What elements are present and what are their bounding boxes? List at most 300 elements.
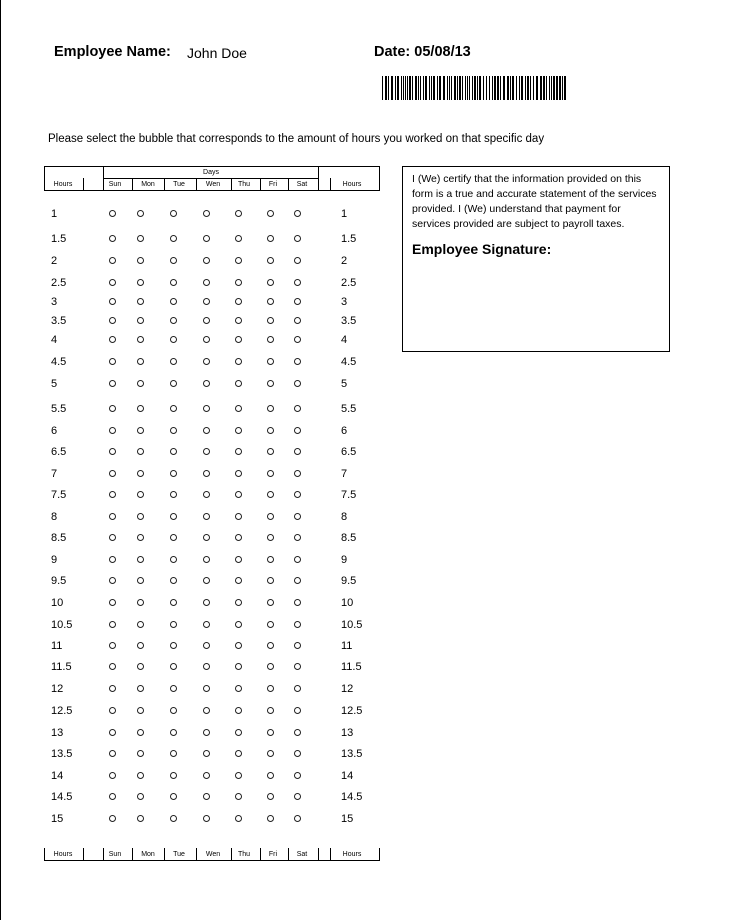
hours-label-left: 1 <box>51 208 58 220</box>
bubble-tue[interactable] <box>170 336 177 343</box>
hours-label-left: 13 <box>51 727 64 739</box>
bubble-thu[interactable] <box>235 815 242 822</box>
hours-label-left: 14.5 <box>51 791 73 803</box>
bubble-mon[interactable] <box>137 556 144 563</box>
bubble-tue[interactable] <box>170 513 177 520</box>
header-bottom-col-hours: Hours <box>53 851 73 858</box>
table-row <box>0 618 400 632</box>
bubble-mon[interactable] <box>137 750 144 757</box>
bubble-sun[interactable] <box>109 621 116 628</box>
bubble-sat[interactable] <box>294 279 301 286</box>
hours-label-right: 15 <box>341 813 354 825</box>
bubble-mon[interactable] <box>137 642 144 649</box>
bubble-thu[interactable] <box>235 427 242 434</box>
bubble-thu[interactable] <box>235 317 242 324</box>
bubble-thu[interactable] <box>235 750 242 757</box>
table-row <box>0 207 400 221</box>
header-top-bottom-rule <box>44 190 380 191</box>
bubble-sun[interactable] <box>109 577 116 584</box>
hours-label-right: 12 <box>341 683 354 695</box>
bubble-wen[interactable] <box>203 642 210 649</box>
bubble-fri[interactable] <box>267 298 274 305</box>
bubble-fri[interactable] <box>267 257 274 264</box>
bubble-tue[interactable] <box>170 405 177 412</box>
bubble-mon[interactable] <box>137 599 144 606</box>
bubble-sun[interactable] <box>109 599 116 606</box>
bubble-fri[interactable] <box>267 336 274 343</box>
hours-label-right: 14 <box>341 770 354 782</box>
bubble-sat[interactable] <box>294 815 301 822</box>
bubble-wen[interactable] <box>203 491 210 498</box>
bubble-tue[interactable] <box>170 707 177 714</box>
bubble-fri[interactable] <box>267 707 274 714</box>
bubble-tue[interactable] <box>170 448 177 455</box>
hours-label-right: 13 <box>341 727 354 739</box>
bubble-mon[interactable] <box>137 470 144 477</box>
days-group-label: Days <box>203 169 219 176</box>
hours-label-right: 10.5 <box>341 619 363 631</box>
instructions-text: Please select the bubble that corresponds to the amount of hours you worked on that specific day <box>48 133 545 145</box>
bubble-wen[interactable] <box>203 772 210 779</box>
header-bottom-col-hours: Hours <box>342 851 362 858</box>
bubble-fri[interactable] <box>267 470 274 477</box>
bubble-sun[interactable] <box>109 448 116 455</box>
hours-label-right: 5.5 <box>341 403 357 415</box>
hours-label-right: 1 <box>341 208 348 220</box>
table-row <box>0 574 400 588</box>
bubble-tue[interactable] <box>170 577 177 584</box>
bubble-wen[interactable] <box>203 513 210 520</box>
bubble-mon[interactable] <box>137 257 144 264</box>
bubble-mon[interactable] <box>137 534 144 541</box>
hours-label-right: 2 <box>341 255 348 267</box>
bubble-sun[interactable] <box>109 556 116 563</box>
bubble-tue[interactable] <box>170 298 177 305</box>
bubble-mon[interactable] <box>137 815 144 822</box>
header-top-col-sat: Sat <box>296 181 308 188</box>
hours-label-left: 12 <box>51 683 64 695</box>
table-row <box>0 488 400 502</box>
table-row <box>0 355 400 369</box>
bubble-wen[interactable] <box>203 448 210 455</box>
header-top-separator <box>330 178 331 190</box>
header-top-col-wen: Wen <box>205 181 221 188</box>
hours-label-right: 7 <box>341 468 348 480</box>
hours-label-left: 1.5 <box>51 233 67 245</box>
bubble-tue[interactable] <box>170 210 177 217</box>
hours-label-left: 2.5 <box>51 277 67 289</box>
bubble-wen[interactable] <box>203 815 210 822</box>
bubble-wen[interactable] <box>203 556 210 563</box>
hours-label-right: 3 <box>341 296 348 308</box>
bubble-sat[interactable] <box>294 793 301 800</box>
bubble-tue[interactable] <box>170 621 177 628</box>
bubble-thu[interactable] <box>235 448 242 455</box>
bubble-sat[interactable] <box>294 470 301 477</box>
bubble-fri[interactable] <box>267 491 274 498</box>
hours-label-right: 4.5 <box>341 356 357 368</box>
bubble-fri[interactable] <box>267 793 274 800</box>
days-group-rule <box>103 178 319 179</box>
bubble-mon[interactable] <box>137 405 144 412</box>
bubble-fri[interactable] <box>267 317 274 324</box>
header-bottom-col-sun: Sun <box>108 851 122 858</box>
bubble-thu[interactable] <box>235 513 242 520</box>
header-top-rule <box>44 166 380 167</box>
hours-label-right: 7.5 <box>341 489 357 501</box>
bubble-sat[interactable] <box>294 599 301 606</box>
bubble-thu[interactable] <box>235 621 242 628</box>
bubble-sun[interactable] <box>109 336 116 343</box>
bubble-wen[interactable] <box>203 470 210 477</box>
hours-label-left: 14 <box>51 770 64 782</box>
header-top-col-sun: Sun <box>108 181 122 188</box>
bubble-mon[interactable] <box>137 427 144 434</box>
bubble-sat[interactable] <box>294 729 301 736</box>
table-row <box>0 402 400 416</box>
bubble-thu[interactable] <box>235 685 242 692</box>
hours-label-right: 8.5 <box>341 532 357 544</box>
bubble-sat[interactable] <box>294 772 301 779</box>
bubble-tue[interactable] <box>170 380 177 387</box>
hours-label-right: 14.5 <box>341 791 363 803</box>
bubble-sat[interactable] <box>294 298 301 305</box>
bubble-sun[interactable] <box>109 685 116 692</box>
header-top-col-tue: Tue <box>173 181 185 188</box>
hours-label-right: 10 <box>341 597 354 609</box>
bubble-mon[interactable] <box>137 707 144 714</box>
bubble-sat[interactable] <box>294 707 301 714</box>
bubble-thu[interactable] <box>235 235 242 242</box>
table-row <box>0 333 400 347</box>
bubble-wen[interactable] <box>203 427 210 434</box>
bubble-fri[interactable] <box>267 210 274 217</box>
bubble-wen[interactable] <box>203 793 210 800</box>
bubble-mon[interactable] <box>137 298 144 305</box>
bubble-wen[interactable] <box>203 380 210 387</box>
bubble-fri[interactable] <box>267 405 274 412</box>
header-bottom-col-thu: Thu <box>237 851 251 858</box>
employee-signature-label: Employee Signature: <box>412 241 552 257</box>
bubble-wen[interactable] <box>203 317 210 324</box>
bubble-sat[interactable] <box>294 685 301 692</box>
bubble-tue[interactable] <box>170 358 177 365</box>
bubble-sat[interactable] <box>294 358 301 365</box>
bubble-thu[interactable] <box>235 298 242 305</box>
hours-label-right: 11 <box>341 640 353 652</box>
bubble-thu[interactable] <box>235 405 242 412</box>
bubble-thu[interactable] <box>235 556 242 563</box>
bubble-sun[interactable] <box>109 298 116 305</box>
bubble-thu[interactable] <box>235 599 242 606</box>
bubble-thu[interactable] <box>235 336 242 343</box>
hours-label-right: 1.5 <box>341 233 357 245</box>
header-top-col-mon: Mon <box>141 181 155 188</box>
bubble-wen[interactable] <box>203 534 210 541</box>
bubble-thu[interactable] <box>235 210 242 217</box>
bubble-wen[interactable] <box>203 257 210 264</box>
bubble-sat[interactable] <box>294 642 301 649</box>
hours-label-left: 5.5 <box>51 403 67 415</box>
bubble-tue[interactable] <box>170 750 177 757</box>
bubble-mon[interactable] <box>137 793 144 800</box>
bubble-sun[interactable] <box>109 317 116 324</box>
bubble-thu[interactable] <box>235 729 242 736</box>
bubble-tue[interactable] <box>170 427 177 434</box>
header-bottom-bottom-rule <box>44 860 380 861</box>
bubble-sun[interactable] <box>109 358 116 365</box>
bubble-sun[interactable] <box>109 279 116 286</box>
bubble-fri[interactable] <box>267 235 274 242</box>
bubble-thu[interactable] <box>235 642 242 649</box>
bubble-fri[interactable] <box>267 358 274 365</box>
header-bottom-separator <box>83 848 84 860</box>
bubble-thu[interactable] <box>235 534 242 541</box>
hours-label-left: 12.5 <box>51 705 73 717</box>
bubble-sun[interactable] <box>109 729 116 736</box>
hours-label-left: 11 <box>51 640 63 652</box>
bubble-tue[interactable] <box>170 793 177 800</box>
bubble-sun[interactable] <box>109 235 116 242</box>
bubble-fri[interactable] <box>267 556 274 563</box>
hours-label-left: 10 <box>51 597 64 609</box>
bubble-sun[interactable] <box>109 491 116 498</box>
bubble-sat[interactable] <box>294 336 301 343</box>
bubble-sat[interactable] <box>294 491 301 498</box>
table-row <box>0 467 400 481</box>
bubble-fri[interactable] <box>267 380 274 387</box>
bubble-wen[interactable] <box>203 405 210 412</box>
bubble-fri[interactable] <box>267 279 274 286</box>
bubble-thu[interactable] <box>235 279 242 286</box>
bubble-wen[interactable] <box>203 279 210 286</box>
bubble-wen[interactable] <box>203 577 210 584</box>
bubble-mon[interactable] <box>137 513 144 520</box>
bubble-fri[interactable] <box>267 815 274 822</box>
header-left-edge <box>44 166 45 178</box>
bubble-fri[interactable] <box>267 750 274 757</box>
bubble-sun[interactable] <box>109 663 116 670</box>
bubble-fri[interactable] <box>267 685 274 692</box>
bubble-sat[interactable] <box>294 448 301 455</box>
table-row <box>0 639 400 653</box>
bubble-sun[interactable] <box>109 772 116 779</box>
hours-label-left: 8 <box>51 511 58 523</box>
hours-label-left: 9.5 <box>51 575 67 587</box>
bubble-fri[interactable] <box>267 599 274 606</box>
bubble-sat[interactable] <box>294 235 301 242</box>
bubble-sat[interactable] <box>294 534 301 541</box>
bubble-mon[interactable] <box>137 317 144 324</box>
bubble-sun[interactable] <box>109 793 116 800</box>
bubble-mon[interactable] <box>137 210 144 217</box>
header-bottom-separator <box>330 848 331 860</box>
bubble-sat[interactable] <box>294 750 301 757</box>
bubble-sun[interactable] <box>109 470 116 477</box>
bubble-sat[interactable] <box>294 663 301 670</box>
header-bottom-col-mon: Mon <box>141 851 155 858</box>
bubble-sun[interactable] <box>109 380 116 387</box>
bubble-sat[interactable] <box>294 257 301 264</box>
bubble-fri[interactable] <box>267 427 274 434</box>
bubble-thu[interactable] <box>235 707 242 714</box>
bubble-sat[interactable] <box>294 513 301 520</box>
hours-label-right: 2.5 <box>341 277 357 289</box>
bubble-mon[interactable] <box>137 380 144 387</box>
bubble-wen[interactable] <box>203 621 210 628</box>
header-bottom-col-sat: Sat <box>296 851 308 858</box>
bubble-mon[interactable] <box>137 448 144 455</box>
table-row <box>0 812 400 826</box>
header-top-col-hours: Hours <box>342 181 362 188</box>
bubble-mon[interactable] <box>137 685 144 692</box>
bubble-sun[interactable] <box>109 257 116 264</box>
hours-label-right: 13.5 <box>341 748 363 760</box>
bubble-thu[interactable] <box>235 577 242 584</box>
bubble-tue[interactable] <box>170 815 177 822</box>
bubble-sun[interactable] <box>109 427 116 434</box>
bubble-wen[interactable] <box>203 750 210 757</box>
bubble-mon[interactable] <box>137 279 144 286</box>
table-row <box>0 510 400 524</box>
bubble-mon[interactable] <box>137 358 144 365</box>
bubble-fri[interactable] <box>267 772 274 779</box>
bubble-tue[interactable] <box>170 470 177 477</box>
hours-label-left: 13.5 <box>51 748 73 760</box>
bubble-sun[interactable] <box>109 750 116 757</box>
bubble-fri[interactable] <box>267 448 274 455</box>
bubble-tue[interactable] <box>170 729 177 736</box>
bubble-mon[interactable] <box>137 577 144 584</box>
bubble-mon[interactable] <box>137 491 144 498</box>
bubble-mon[interactable] <box>137 663 144 670</box>
bubble-thu[interactable] <box>235 358 242 365</box>
bubble-sun[interactable] <box>109 405 116 412</box>
bubble-wen[interactable] <box>203 729 210 736</box>
bubble-mon[interactable] <box>137 621 144 628</box>
bubble-fri[interactable] <box>267 642 274 649</box>
bubble-tue[interactable] <box>170 599 177 606</box>
hours-label-right: 3.5 <box>341 315 357 327</box>
bubble-tue[interactable] <box>170 257 177 264</box>
certification-box <box>402 166 670 352</box>
bubble-tue[interactable] <box>170 685 177 692</box>
bubble-tue[interactable] <box>170 642 177 649</box>
bubble-fri[interactable] <box>267 663 274 670</box>
header-bottom-col-wen: Wen <box>205 851 221 858</box>
header-top-col-fri: Fri <box>268 181 278 188</box>
table-row <box>0 314 400 328</box>
bubble-tue[interactable] <box>170 556 177 563</box>
bubble-fri[interactable] <box>267 577 274 584</box>
bubble-sat[interactable] <box>294 380 301 387</box>
hours-label-right: 6.5 <box>341 446 357 458</box>
table-row <box>0 232 400 246</box>
bubble-mon[interactable] <box>137 336 144 343</box>
employee-name-label: Employee Name: <box>54 44 171 60</box>
bubble-sat[interactable] <box>294 210 301 217</box>
bubble-sat[interactable] <box>294 577 301 584</box>
hours-label-right: 9 <box>341 554 348 566</box>
bubble-thu[interactable] <box>235 772 242 779</box>
bubble-fri[interactable] <box>267 534 274 541</box>
bubble-fri[interactable] <box>267 729 274 736</box>
bubble-wen[interactable] <box>203 298 210 305</box>
table-row <box>0 445 400 459</box>
hours-label-right: 9.5 <box>341 575 357 587</box>
bubble-sat[interactable] <box>294 556 301 563</box>
hours-label-left: 8.5 <box>51 532 67 544</box>
bubble-mon[interactable] <box>137 235 144 242</box>
bubble-wen[interactable] <box>203 210 210 217</box>
bubble-wen[interactable] <box>203 685 210 692</box>
bubble-sun[interactable] <box>109 707 116 714</box>
bubble-tue[interactable] <box>170 491 177 498</box>
bubble-sat[interactable] <box>294 317 301 324</box>
hours-label-left: 7 <box>51 468 58 480</box>
bubble-wen[interactable] <box>203 358 210 365</box>
bubble-mon[interactable] <box>137 729 144 736</box>
bubble-tue[interactable] <box>170 663 177 670</box>
hours-label-left: 3 <box>51 296 58 308</box>
bubble-tue[interactable] <box>170 534 177 541</box>
bubble-thu[interactable] <box>235 491 242 498</box>
header-days-right <box>318 166 319 178</box>
header-right-edge <box>379 166 380 178</box>
bubble-sun[interactable] <box>109 210 116 217</box>
bubble-wen[interactable] <box>203 707 210 714</box>
bubble-wen[interactable] <box>203 599 210 606</box>
header-top-separator <box>379 178 380 190</box>
bubble-sun[interactable] <box>109 642 116 649</box>
bubble-wen[interactable] <box>203 235 210 242</box>
bubble-sun[interactable] <box>109 513 116 520</box>
hours-label-left: 7.5 <box>51 489 67 501</box>
bubble-thu[interactable] <box>235 380 242 387</box>
bubble-thu[interactable] <box>235 663 242 670</box>
table-row <box>0 682 400 696</box>
bubble-sat[interactable] <box>294 405 301 412</box>
header-top-separator <box>83 178 84 190</box>
bubble-tue[interactable] <box>170 317 177 324</box>
hours-label-right: 12.5 <box>341 705 363 717</box>
bubble-fri[interactable] <box>267 513 274 520</box>
bubble-fri[interactable] <box>267 621 274 628</box>
table-row <box>0 377 400 391</box>
bubble-thu[interactable] <box>235 257 242 264</box>
bubble-sat[interactable] <box>294 427 301 434</box>
bubble-sun[interactable] <box>109 815 116 822</box>
header-top-col-hours: Hours <box>53 181 73 188</box>
hours-label-left: 11.5 <box>51 661 72 673</box>
hours-label-right: 6 <box>341 425 348 437</box>
header-bottom-col-tue: Tue <box>173 851 185 858</box>
bubble-thu[interactable] <box>235 793 242 800</box>
certification-text: I (We) certify that the information provided on this form is a true and accurate statement of the services provided. I (We) understand that payment for services provided are subject to payroll taxes. <box>412 173 657 230</box>
table-row <box>0 790 400 804</box>
bubble-sun[interactable] <box>109 534 116 541</box>
bubble-sat[interactable] <box>294 621 301 628</box>
table-row <box>0 747 400 761</box>
bubble-wen[interactable] <box>203 663 210 670</box>
bubble-mon[interactable] <box>137 772 144 779</box>
bubble-tue[interactable] <box>170 279 177 286</box>
bubble-tue[interactable] <box>170 772 177 779</box>
bubble-thu[interactable] <box>235 470 242 477</box>
bubble-tue[interactable] <box>170 235 177 242</box>
table-row <box>0 769 400 783</box>
bubble-wen[interactable] <box>203 336 210 343</box>
